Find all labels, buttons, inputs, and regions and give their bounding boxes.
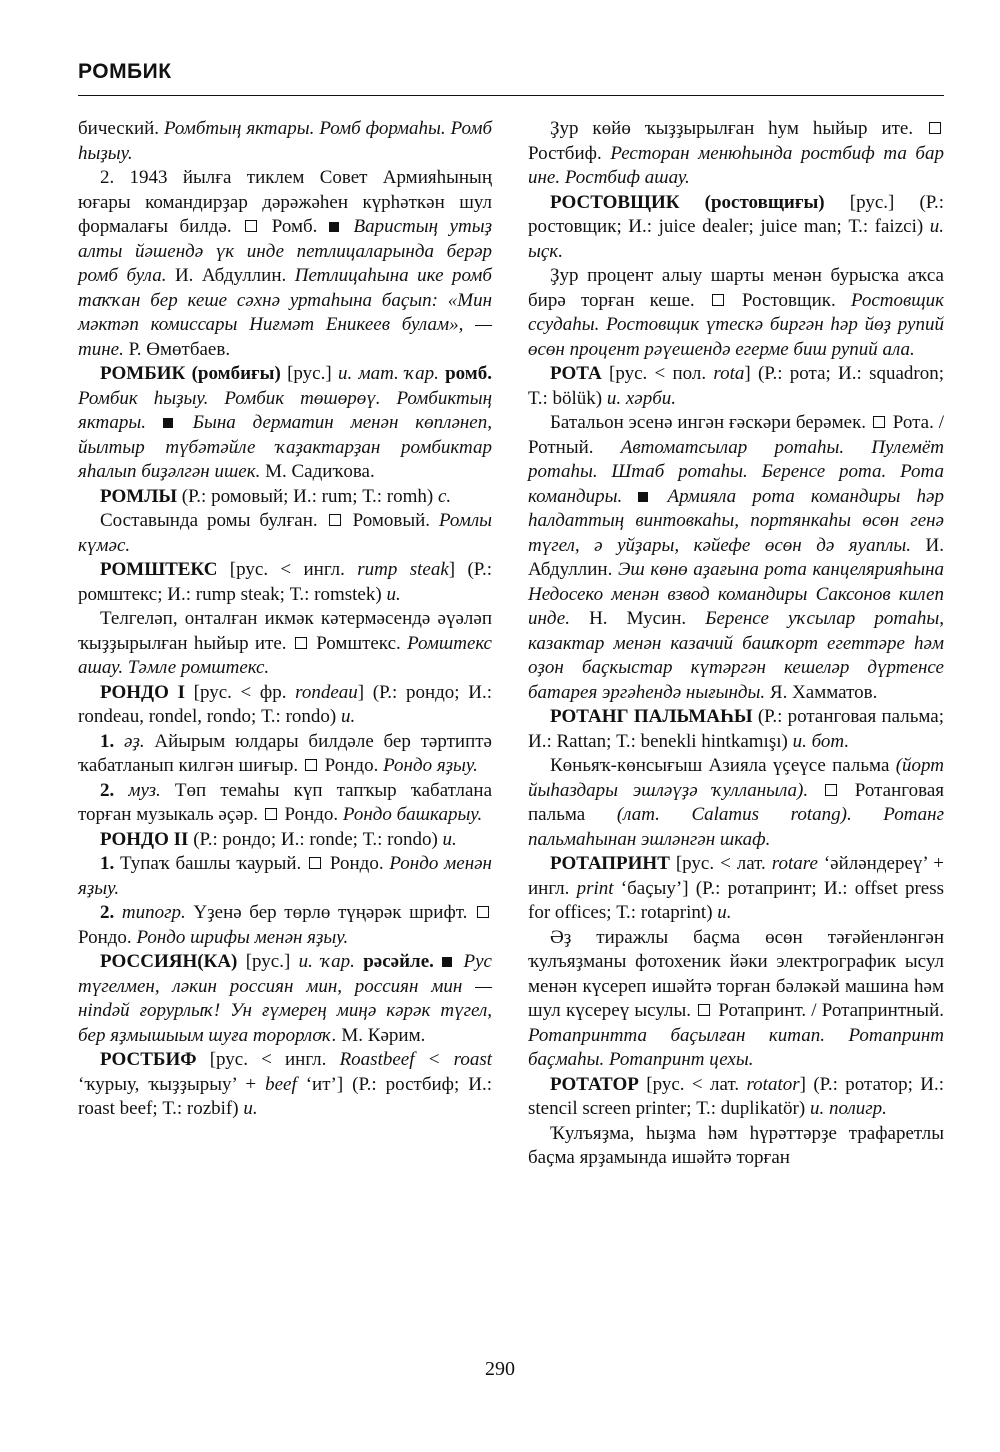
body-text: Ротапринт. / Ротапринтный. <box>713 1000 944 1021</box>
body-text: ] (Р.: ромштекс; И.: rump steak; Т.: romstek) <box>78 559 493 605</box>
italic-text: Ромлы күмәс. <box>78 510 492 556</box>
body-text: Рондо. <box>78 926 137 948</box>
headword: 2. <box>100 902 115 923</box>
italic-text: Ромштекс ашау. Тәмле ромштекс. <box>78 632 492 678</box>
headword: РОТА <box>550 363 602 384</box>
open-square-icon <box>305 759 317 771</box>
body-text: 2. 1943 йылға тиклем Совет Армияһының юғары командирҙар дәрәжәһен күрһәткән шул формалағы билдә. <box>78 167 492 237</box>
body-text: Рота. / Ротный. <box>528 412 944 458</box>
entry-paragraph <box>78 1048 492 1122</box>
entry-paragraph <box>78 166 492 362</box>
body-text: ‘ит’] (Р.: ростбиф; И.: roast beef; Т.: rozbif) <box>78 1073 492 1119</box>
body-text: Ҙур процент алыу шарты менән бурысҡа аҡса бирә торған кеше. <box>528 265 944 311</box>
body-text: Я. Хамматов. <box>765 681 878 703</box>
headword: РОТАПРИНТ <box>550 853 670 874</box>
body-text: Ҡулъяҙма, һыҙма һәм һүрәттәрҙе трафаретлы баҫма ярҙамында ишәйтә торған <box>528 1122 944 1168</box>
body-text: Ромовый. <box>343 510 440 531</box>
body-text: [рус. < ингл. <box>196 1049 340 1070</box>
headword: РОССИЯН(КА) <box>100 951 238 972</box>
body-text: [рус.] <box>280 363 338 384</box>
black-square-icon <box>329 222 339 232</box>
italic-text: rotator <box>746 1073 800 1095</box>
open-square-icon <box>825 784 837 796</box>
entry-paragraph <box>78 509 492 558</box>
entry-paragraph <box>78 485 492 510</box>
italic-text: (лат. Calamus rotang). Ротанг пальмаһынан эшләнгән шкаф. <box>528 804 944 850</box>
body-text: [рус.] <box>237 951 299 972</box>
body-text: [рус. < пол. <box>601 363 714 384</box>
entry-paragraph <box>78 852 492 901</box>
entry-paragraph <box>78 950 492 1048</box>
italic-text: Рус түгелмен, ләкин россиян мин, россиян мин — нindәй ғорурлыҡ! Ун ғүмерең миңә кәрәк түгел, бер яҙмышыым шуға торорлоҡ. <box>78 951 492 1046</box>
body-text: [рус. < фр. <box>184 681 296 703</box>
italic-text: с. <box>437 485 452 507</box>
italic-text: Петлицаһына ике ромб таҡҡан бер кеше сәхнә уртаһына баҫып: «Мин мәктәп комиссары Ниғмәт Еникеев булам», — тине. <box>78 265 492 360</box>
italic-text: Бына дерматин менән көпләнеп, йылтыр түбәтәйле ҡаҙактарҙан ромбиктар яһалып биҙәлгән ишек. <box>78 412 492 482</box>
body-text: [рус.] (Р.: ростовщик; И.: juice dealer; juice man; Т.: faizci) <box>528 191 944 237</box>
body-text: Ротанговая пальма <box>528 779 944 825</box>
body-text: Батальон эсенә ингән ғәскәри берәмек. <box>550 412 871 433</box>
italic-text: и. бот. <box>792 730 850 752</box>
italic-text: и. <box>340 706 356 727</box>
headword: 1. <box>100 853 115 874</box>
headword: РОМБИК (ромбиғы) <box>100 363 281 384</box>
italic-text: Ротапринтта баҫылған китап. Ротапринт баҫмаһы. Ротапринт цехы. <box>528 1024 944 1070</box>
entry-paragraph <box>528 754 944 852</box>
entry-paragraph <box>528 852 944 926</box>
body-text: М. Кәрим. <box>336 1024 426 1046</box>
body-text: (Р.: ротанговая пальма; И.: Rattan; Т.: benekli hintkamışı) <box>528 706 944 752</box>
headword: 2. <box>100 779 115 801</box>
headword: 1. <box>100 730 115 752</box>
open-square-icon <box>309 857 321 869</box>
italic-text: Армияла рота командиры һәр һалдаттың винтовкаһы, портянкаһы өсөн генә түгел, ә уйҙары, кәйефе өсөн дә яуаплы. <box>528 485 944 556</box>
open-square-icon <box>245 220 257 232</box>
entry-paragraph <box>528 411 944 705</box>
body-text: ] (Р.: ротатор; И.: stencil screen printer; Т.: duplikatör) <box>528 1073 944 1119</box>
body-text <box>114 780 128 801</box>
italic-text: (йорт йыһаздары эшләүҙә ҡулланыла). <box>528 755 944 801</box>
body-text: Көньяҡ-көнсығыш Азияла үҫеүсе пальма <box>550 755 896 776</box>
italic-text: и. мат. ҡар. <box>337 363 439 384</box>
body-text: ‘әйләндереү’ + ингл. <box>528 853 944 899</box>
entry-paragraph <box>528 1073 944 1122</box>
entry-paragraph <box>528 191 944 265</box>
italic-text: Беренсе уҡсылар ротаһы, казактар менән казачий башҡорт егеттәре һәм оҙон баҫкыстар күтәргән кешеләр дүртенсе батарея эргәһендә нығынды. <box>528 608 944 703</box>
entry-paragraph <box>528 705 944 754</box>
body-text <box>114 731 124 752</box>
entry-paragraph <box>78 730 492 779</box>
italic-text: Рондо яҙыу. <box>383 755 478 776</box>
body-text: Телгеләп, онталған икмәк кәтермәсендә әүәләп ҡыҙҙырылған һыйыр ите. <box>78 608 492 654</box>
open-square-icon <box>477 906 489 918</box>
body-text: Р. Өмөтбаев. <box>123 338 231 360</box>
entry-paragraph <box>78 362 492 485</box>
italic-text: Автоматсылар ротаһы. Пулемёт ротаһы. Штаб ротаһы. Беренсе рота. Рота командиры. <box>528 436 945 507</box>
body-text: Ромб. <box>260 216 329 237</box>
open-square-icon <box>712 294 724 306</box>
headword: РОСТБИФ <box>100 1049 197 1070</box>
italic-text: Рондо шрифы менән яҙыу. <box>136 926 349 948</box>
italic-text: и. <box>243 1098 258 1119</box>
body-text: Тупаҡ башлы ҡаурый. <box>114 853 308 874</box>
italic-text: и. ыҫк. <box>528 216 944 262</box>
left-column <box>78 117 492 1122</box>
italic-text: и. <box>442 828 457 850</box>
italic-text: муз. <box>128 779 161 801</box>
header-rule <box>78 95 944 96</box>
headword: РОСТОВЩИК (ростовщиғы) <box>550 191 825 213</box>
open-square-icon <box>329 514 341 526</box>
italic-text: beef <box>265 1073 297 1095</box>
italic-text: rotare <box>771 853 818 874</box>
headword: рәсәйле. <box>363 951 434 972</box>
body-text <box>114 902 122 923</box>
open-square-icon <box>929 122 941 134</box>
entry-paragraph <box>528 117 944 191</box>
body-text <box>355 951 363 972</box>
italic-text: Ромбтың яктары. Ромб формаһы. Ромб һыҙыу. <box>78 118 492 164</box>
entry-paragraph <box>78 681 492 730</box>
body-text: Ҙур көйө ҡыҙҙырылған һум һыйыр ите. <box>550 118 927 139</box>
right-column <box>528 117 944 1171</box>
body-text: М. Садиҡова. <box>260 461 375 482</box>
body-text: [рус. < лат. <box>638 1073 747 1095</box>
entry-paragraph <box>78 828 492 853</box>
open-square-icon <box>873 416 885 428</box>
body-text: бический. <box>78 118 164 139</box>
italic-text: и. <box>717 902 732 923</box>
italic-text: и. хәрби. <box>606 387 677 409</box>
italic-text: Рондо башкарыу. <box>342 804 483 825</box>
italic-text: Эш көнө аҙағына рота канцелярияһына Недосеко менән взвод командиры Саксонов килеп инде. <box>528 559 944 629</box>
body-text <box>434 951 442 972</box>
body-text: Ростбиф. <box>528 142 611 164</box>
body-text: (Р.: рондо; И.: ronde; Т.: rondo) <box>188 828 443 850</box>
body-text: Үҙенә бер төрлө түңәрәк шрифт. <box>185 902 476 923</box>
headword: РОМЛЫ <box>100 485 178 507</box>
italic-text: Ромбик һыҙыу. Ромбик төшөрөү. Ромбиктың яктары. <box>78 387 492 433</box>
black-square-icon <box>638 492 648 502</box>
italic-text: и. ҡар. <box>298 951 355 972</box>
body-text: ‘ҡурыу, ҡыҙҙырыу’ + <box>78 1073 266 1095</box>
body-text: Рондо. <box>319 755 384 776</box>
body-text: [рус. < лат. <box>669 853 772 874</box>
open-square-icon <box>265 808 277 820</box>
entry-paragraph <box>78 117 492 166</box>
body-text: И. Абдуллин. <box>528 534 944 580</box>
entry-paragraph <box>78 779 492 828</box>
body-text: ‘баҫыу’] (Р.: ротапринт; И.: offset press for offices; Т.: rotaprint) <box>528 877 944 923</box>
black-square-icon <box>442 957 452 967</box>
body-text: Ромштекс. <box>309 632 408 654</box>
open-square-icon <box>295 637 307 649</box>
body-text: Айырым юлдары билдәле бер тәртиптә ҡабатланып килгән шиғыр. <box>78 730 492 776</box>
body-text <box>146 412 163 433</box>
entry-paragraph <box>78 558 492 607</box>
body-text: Төп темаһы күп тапҡыр ҡабатлана торған музыкаль әҫәр. <box>78 779 493 825</box>
running-header <box>78 60 944 84</box>
italic-text: и. полигр. <box>809 1098 887 1119</box>
body-text <box>622 486 638 507</box>
headword: ромб. <box>445 363 492 384</box>
italic-text: әҙ. <box>124 730 145 752</box>
body-text <box>808 780 823 801</box>
body-text: Әҙ тиражлы баҫма өсөн тәғәйенләнгән ҡулъяҙманы фотохеник йәки электрографик ысул менән күсереп ишәйтә торған бәләкәй машина һәм шул күсереү ысулы. <box>528 926 944 1021</box>
italic-text: Ростовщик ссудаһы. Ростовщик үтескә биргән һәр йөҙ рупий өсөн процент рәүешендә егерме биш рупий ала. <box>528 289 944 360</box>
italic-text: print <box>576 877 614 899</box>
italic-text: Ресторан менюһында ростбиф та бар ине. Ростбиф ашау. <box>528 142 944 188</box>
entry-paragraph <box>528 1122 944 1171</box>
headword: РОНДО I <box>100 681 185 703</box>
header-title: РОМБИК <box>78 60 172 83</box>
italic-text: Варистың утыҙ алты йәшендә үк инде петлицаларында берәр ромб була. <box>78 216 492 286</box>
body-text: [рус. < ингл. <box>217 559 358 580</box>
body-text: Ростовщик. <box>726 289 851 311</box>
headword: РОТАНГ ПАЛЬМАҺЫ <box>550 706 753 727</box>
body-text: Составында ромы булған. <box>100 510 327 531</box>
entry-paragraph <box>528 362 944 411</box>
headword: РОНДО II <box>100 828 189 850</box>
italic-text: rump steak <box>357 559 449 580</box>
entry-paragraph <box>78 901 492 950</box>
italic-text: типогр. <box>121 902 186 923</box>
entry-paragraph <box>528 264 944 362</box>
body-text: Н. Мусин. <box>569 608 706 629</box>
body-text: И. Абдуллин. <box>166 265 295 286</box>
italic-text: rondeau <box>295 681 358 703</box>
entry-paragraph <box>78 607 492 681</box>
italic-text: и. <box>386 583 401 605</box>
headword: РОМШТЕКС <box>100 559 218 580</box>
black-square-icon <box>163 418 173 428</box>
body-text: (Р.: ромовый; И.: rum; Т.: romh) <box>177 485 438 507</box>
body-text: Рондо. <box>324 853 390 874</box>
headword: РОТАТОР <box>550 1073 639 1095</box>
entry-paragraph <box>528 926 944 1073</box>
italic-text: rota <box>713 363 745 384</box>
italic-text: Рондо менән яҙыу. <box>78 853 492 899</box>
italic-text: Roastbeef < roast <box>339 1049 493 1070</box>
open-square-icon <box>698 1004 710 1016</box>
body-text: ] (Р.: рота; И.: squadron; Т.: bölük) <box>528 363 944 409</box>
page-number: 290 <box>485 1358 515 1380</box>
body-text: ] (Р.: рондо; И.: rondeau, rondel, rondo; Т.: rondo) <box>78 681 493 727</box>
body-text: Рондо. <box>279 804 343 825</box>
